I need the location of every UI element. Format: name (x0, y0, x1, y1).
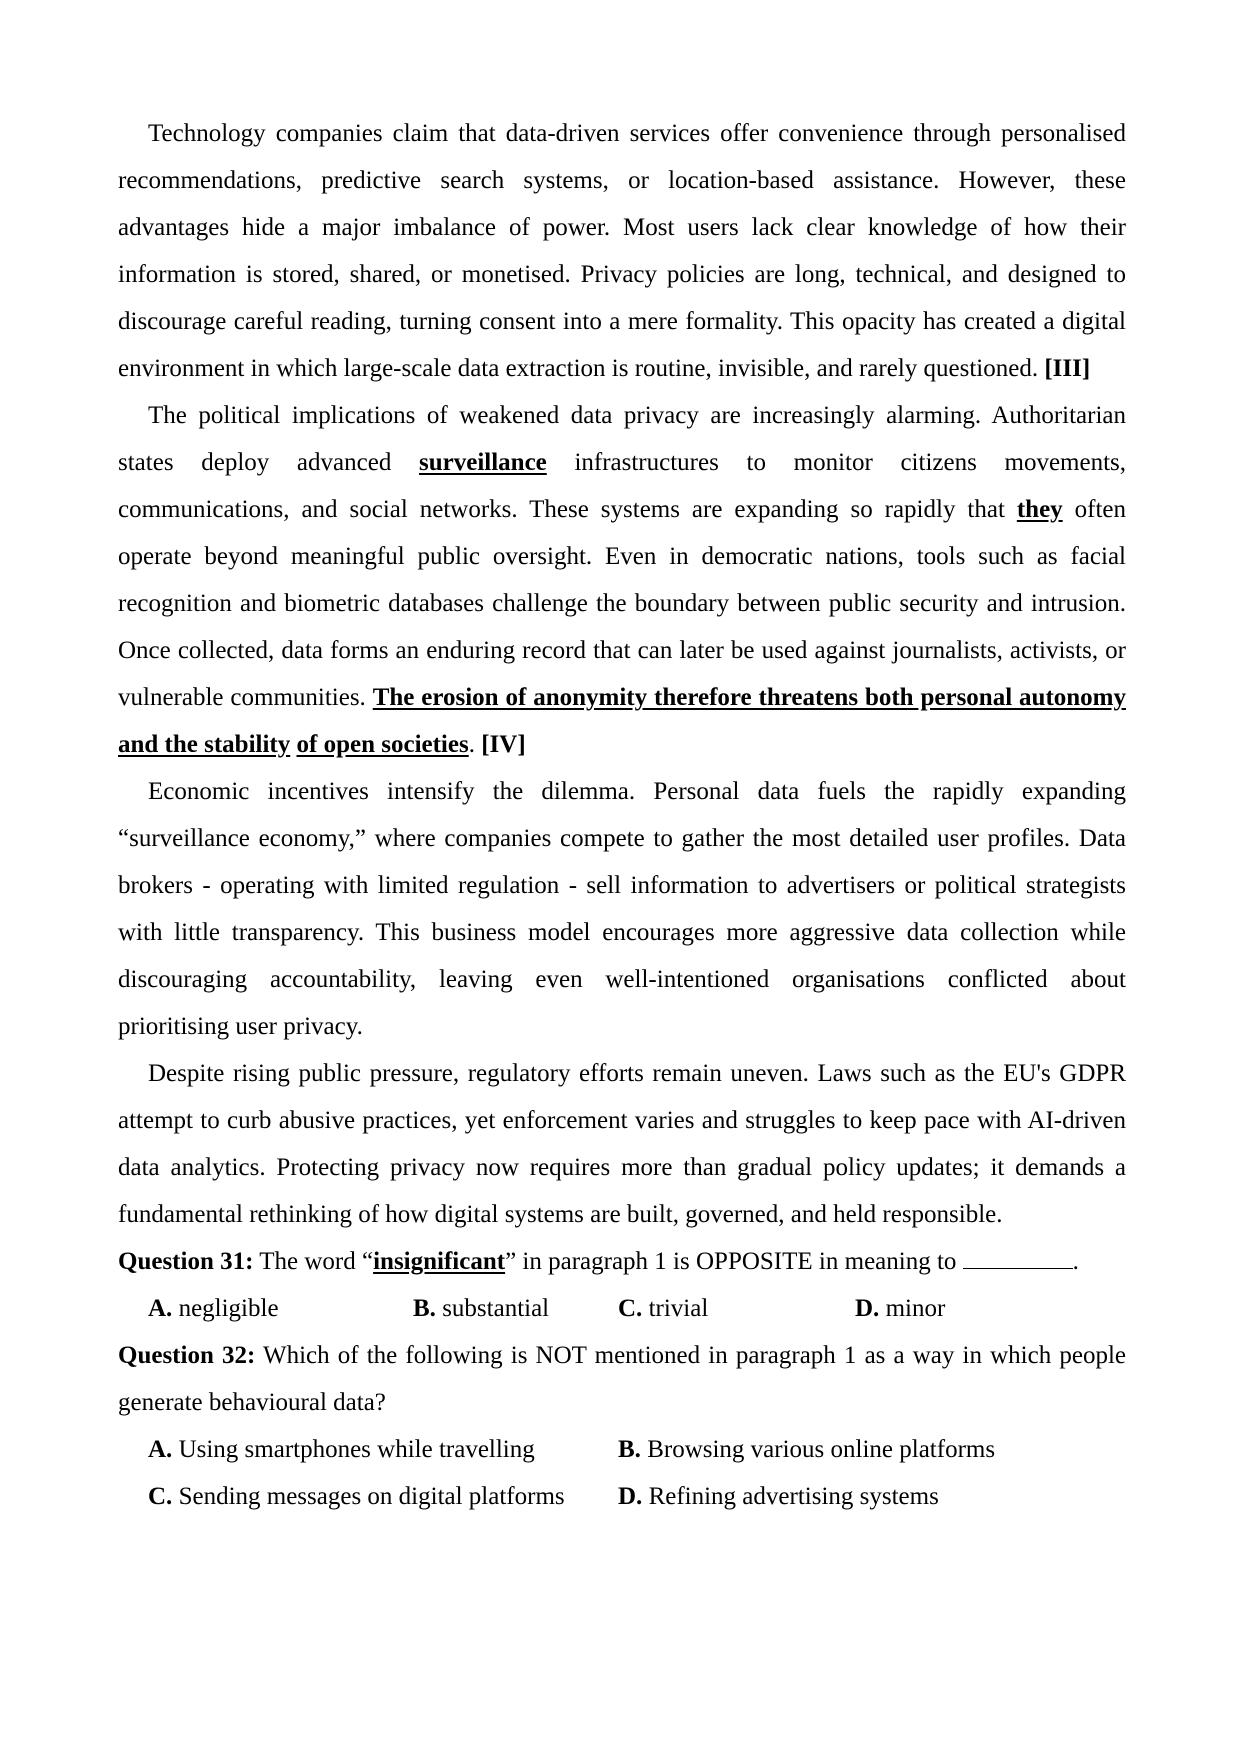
question-31-text-end: . (1072, 1248, 1079, 1275)
paragraph-2-text-3: often operate beyond meaningful public oversight. Even in democratic nations, tools such as facial recognition and biometric databases challenge the boundary between public security and intrusion. Once collected, data forms an enduring record that can later be used against journalists, activists, or vulnerable communities. (118, 496, 1126, 711)
paragraph-1-text: Technology companies claim that data-driven services offer convenience through personalised recommendations, predictive search systems, or location-based assistance. However, these advantages hide a major imbalance of power. Most users lack clear knowledge of how their information is stored, shared, or monetised. Privacy policies are long, technical, and designed to discourage careful reading, turning consent into a mere formality. This opacity has created a digital environment in which large-scale data extraction is routine, invisible, and rarely questioned. (118, 120, 1126, 382)
question-32-option-b (618, 1426, 995, 1473)
question-31-text-1: The word “ (253, 1248, 374, 1275)
question-31-option-b (413, 1285, 618, 1332)
paragraph-1 (118, 110, 1126, 392)
question-32-option-d (618, 1473, 939, 1520)
option-text: minor (879, 1295, 946, 1322)
paragraph-2-text-2: infrastructures to monitor citizens movements, communications, and social networks. These systems are expanding so rapidly that (118, 449, 1127, 523)
question-32-option-a (148, 1426, 618, 1473)
paragraph-2-text-1: The political implications of weakened data privacy are increasingly alarming. Authoritarian states deploy advanced (118, 402, 1126, 476)
question-31-options (118, 1285, 1126, 1332)
paragraph-3-text: Economic incentives intensify the dilemma. Personal data fuels the rapidly expanding “surveillance economy,” where companies compete to gather the most detailed user profiles. Data brokers - operating with limited regulation - sell information to advertisers or political strategists with little transparency. This business model encourages more aggressive data collection while discouraging accountability, leaving even well-intentioned organisations conflicted about prioritising user privacy. (118, 778, 1126, 1040)
question-31-option-c (618, 1285, 855, 1332)
paragraph-1-marker: [III] (1044, 355, 1091, 382)
question-32-stem (118, 1332, 1126, 1426)
question-32-options-row-2 (118, 1473, 1126, 1520)
paragraph-4-text: Despite rising public pressure, regulatory efforts remain uneven. Laws such as the EU's GDPR attempt to curb abusive practices, yet enforcement varies and struggles to keep pace with AI-driven data analytics. Protecting privacy now requires more than gradual policy updates; it demands a fundamental rethinking of how digital systems are built, governed, and held responsible. (118, 1060, 1126, 1228)
option-letter: D. (855, 1295, 880, 1322)
paragraph-2 (118, 392, 1126, 768)
paragraph-3 (118, 768, 1126, 1050)
option-text: Refining advertising systems (642, 1483, 939, 1510)
option-text: trivial (642, 1295, 709, 1322)
option-letter: C. (618, 1295, 643, 1322)
question-32-label: Question 32: (118, 1342, 256, 1369)
answer-blank (963, 1248, 1073, 1269)
question-31-label: Question 31: (118, 1248, 254, 1275)
question-31-text-2: ” in paragraph 1 is OPPOSITE in meaning to (505, 1248, 963, 1275)
question-32-option-c (148, 1473, 618, 1520)
option-letter: B. (618, 1436, 641, 1463)
highlight-open-societies: of open societies (296, 731, 469, 758)
highlight-surveillance: surveillance (419, 449, 547, 476)
paragraph-2-text-5: . (468, 731, 482, 758)
question-31-option-d (855, 1285, 945, 1332)
document-page (118, 110, 1126, 1520)
question-31-stem (118, 1238, 1126, 1285)
question-31-keyword: insignificant (373, 1248, 506, 1275)
option-text: substantial (435, 1295, 550, 1322)
paragraph-2-marker: [IV] (481, 731, 526, 758)
option-text: Using smartphones while travelling (172, 1436, 535, 1463)
option-letter: C. (148, 1483, 173, 1510)
highlight-erosion-sentence: The erosion of anonymity therefore threatens both personal autonomy and the stability (118, 684, 1126, 758)
paragraph-4 (118, 1050, 1126, 1238)
option-letter: A. (148, 1436, 173, 1463)
option-text: Sending messages on digital platforms (172, 1483, 565, 1510)
question-32-text: Which of the following is NOT mentioned in paragraph 1 as a way in which people generate behavioural data? (118, 1342, 1126, 1416)
highlight-they: they (1016, 496, 1063, 523)
option-text: Browsing various online platforms (640, 1436, 996, 1463)
option-letter: B. (413, 1295, 436, 1322)
option-letter: D. (618, 1483, 643, 1510)
option-letter: A. (148, 1295, 173, 1322)
question-32-options-row-1 (118, 1426, 1126, 1473)
option-text: negligible (172, 1295, 279, 1322)
question-31-option-a (148, 1285, 413, 1332)
